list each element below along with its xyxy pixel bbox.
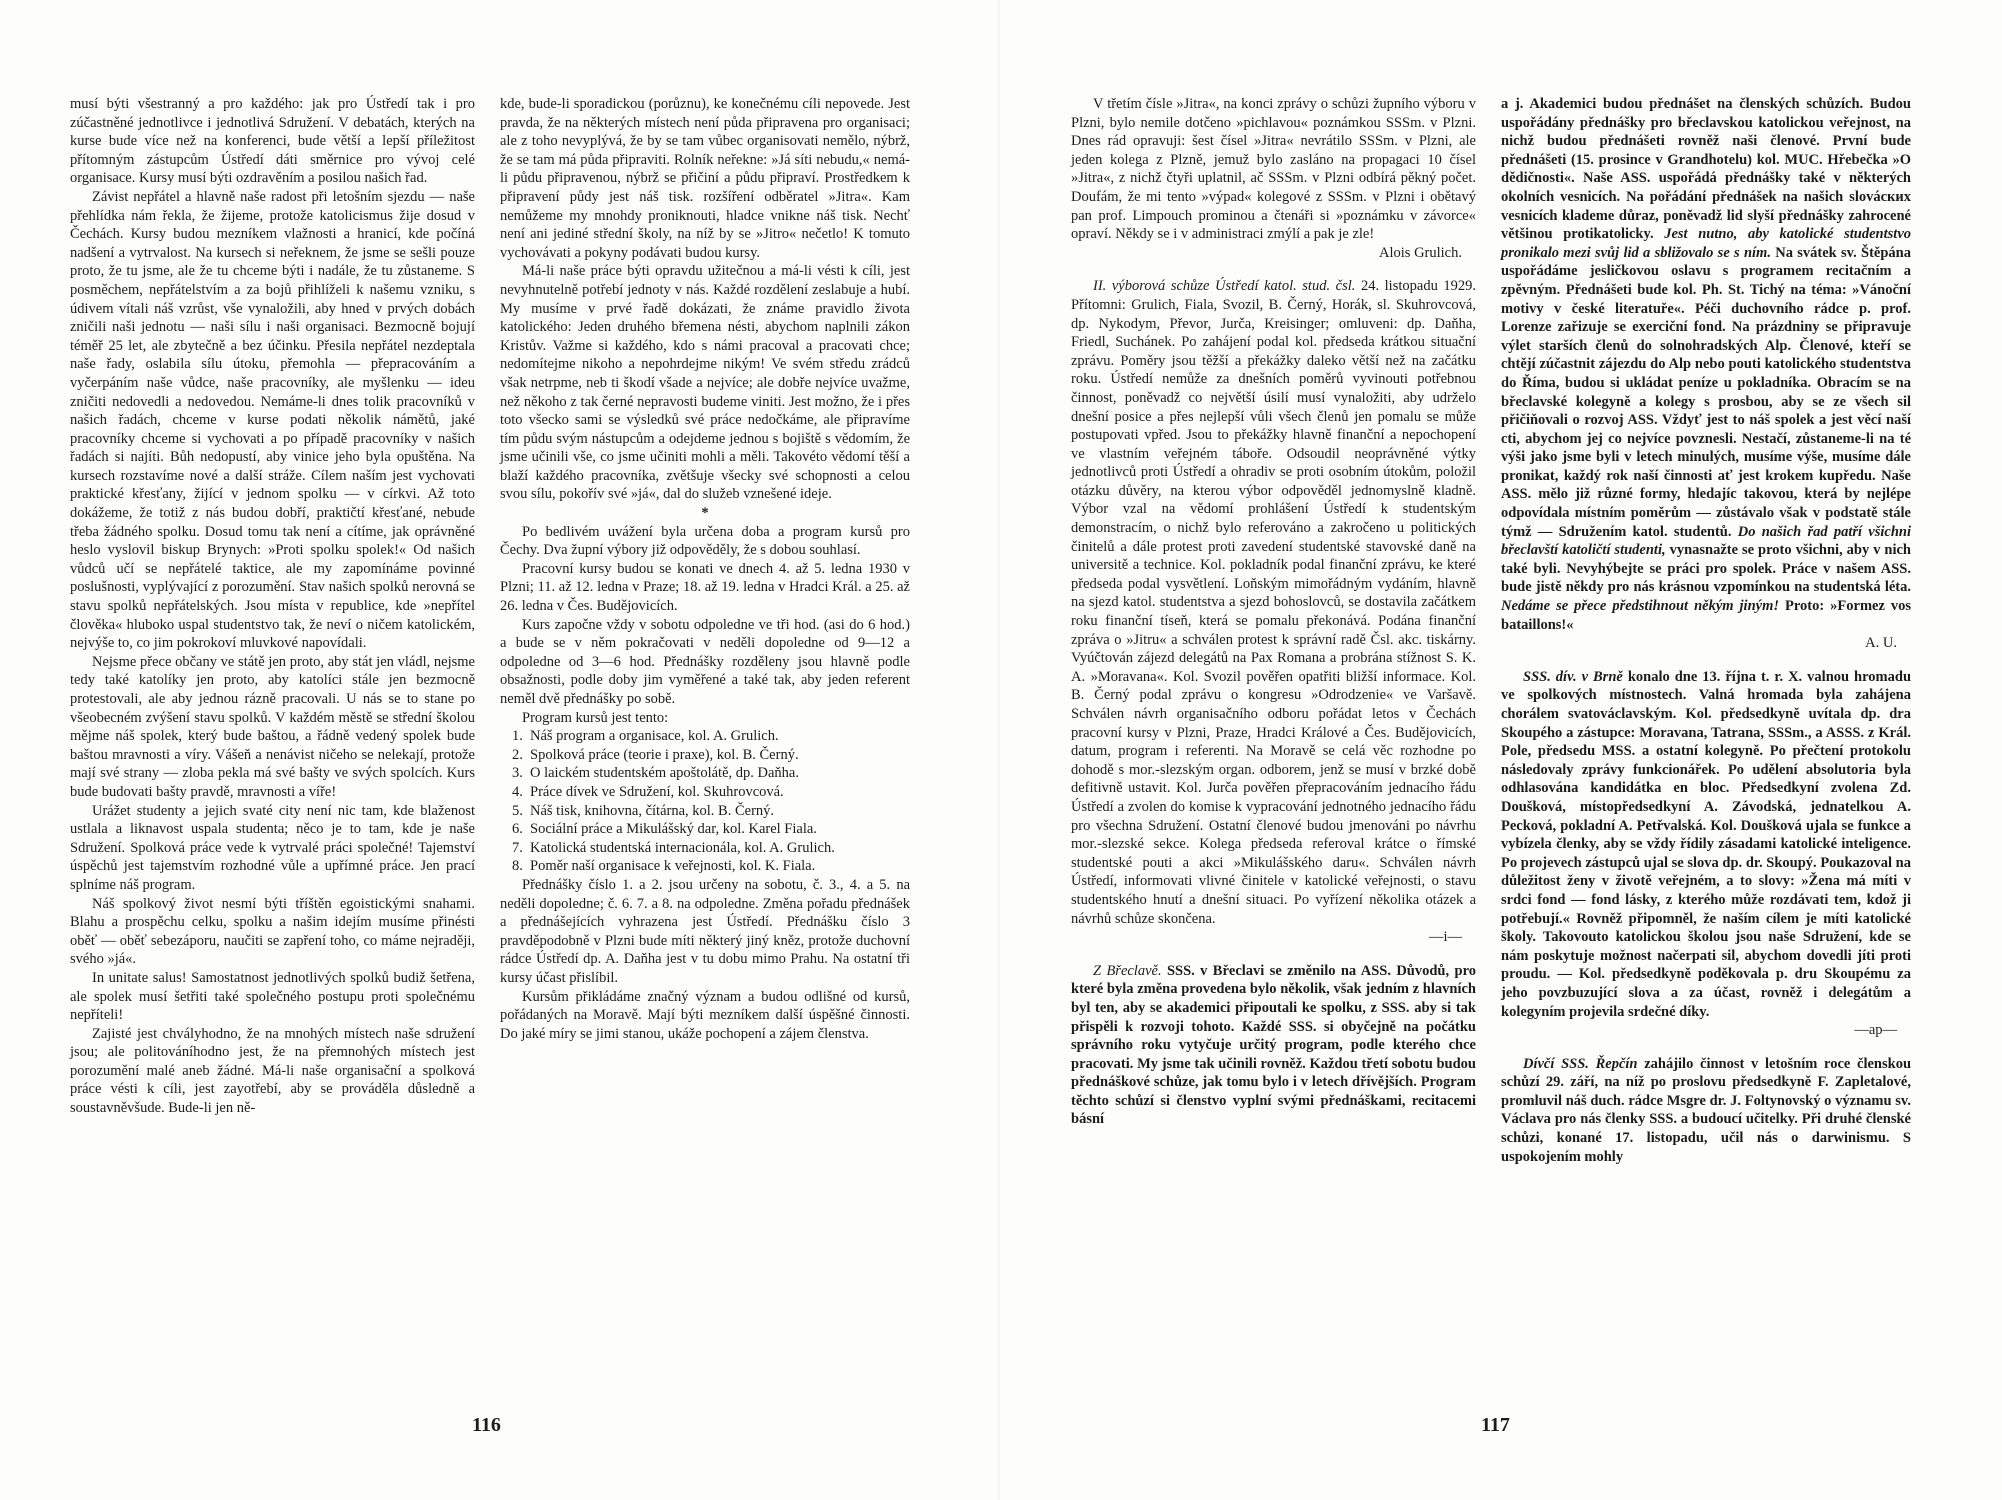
- list-number: 3.: [512, 765, 523, 782]
- list-number: 2.: [512, 746, 523, 763]
- signature: —i—: [1428, 929, 1462, 946]
- paragraph: Náš spolkový život nesmí býti tříštěn egoistickými snahami. Blahu a prospěchu celku, spolku a našim idejím musíme přinésti oběť — oběť sebezáporu, naučiti se zapření toho, co máme nejraději, svého »já«.: [70, 895, 475, 968]
- list-number: 5.: [512, 802, 523, 819]
- section-title: Z Břeclavě.: [1093, 962, 1162, 979]
- paragraph: V třetím čísle »Jitra«, na konci zprávy o schůzi župního výboru v Plzni, bylo nemile dotčeno »pichlavou« poznámkou SSSm. v Plzni. Dnes rád opravuji: šest čísel »Jitra« nevrátilo SSSm. v Plzni, ale jeden kolega z Plzně, jemuž bylo zasláno na propagaci 10 čísel »Jitra«, z nichž čtyři uplatnil, ač SSSm. v Plzni odbírá pěkný počet. Doufám, že mi tento »výpad« kolegové z SSSm. v Plzni i obětavý pan prof. Limpouch prominou a čtenáři si »poznámku v závorce« opraví. Někdy se i v administraci zmýlí a pak je zle!: [1071, 96, 1476, 243]
- section-body: a j. Akademici budou přednášet na členských schůzích. Budou uspořádány přednášky pro břeclavskou katolickou veřejnost, na nichž budou přednášeti rovněž naši členové. První bude přednášeti (15. prosince v Grandhotelu) kol. MUC. Hřebečka »O dědičnosti«. Naše ASS. uspořádá přednášky také v některých okolních vesnicích. Na pořádání přednášek na našich slovácких vesnicích klademe důraz, poněvadž lid slyší přednášky zahrocené většinou protikatolicky.: [1501, 96, 1911, 243]
- section-title: II. výborová schůze Ústředí katol. stud. čsl.: [1093, 278, 1356, 295]
- list-text: Poměr naší organisace k veřejnosti, kol. K. Fiala.: [530, 858, 816, 875]
- page-117: [1001, 0, 2002, 1500]
- emphasis: Jest nutno, aby katolické studentstvo pronikalo mezi svůj lid a sbližovalo se s ním.: [1501, 226, 1911, 261]
- list-item: [512, 802, 910, 821]
- page-number: 117: [1481, 1414, 1510, 1436]
- paragraph: musí býti všestranný a pro každého: jak pro Ústředí tak i pro zúčastněné jednotlivce i jednotlivá Sdružení. V debatách, kterých na kurse bude více než na konferenci, bude větší a lepší příležitost přítomným zástupcům Ústředí dáti směrnice pro vývoj celé organisace. Kursy musí býti ozdravěním a posilou našich řad.: [70, 96, 475, 187]
- section-body: konalo dne 13. října t. r. X. valnou hromadu ve spolkových místnostech. Valná hromada byla zahájena chorálem svatováclavským. Kol. předsedkyně uvítala dp. dra Skoupého a zástupce: Moravana, Tatrana, SSSm., a ASSS. z Král. Pole, předsedu MSS. a ostatní kolegyně. Po přečtení protokolu následovaly zprávy funkcionářek. Po udělení absolutoria byla odhlasována kandidátka en bloc. Předsedkyní zvolena Zd. Doušková, místopředsedkyní A. Závodská, jednatelkou A. Pecková, pokladní A. Petřvalská. Kol. Doušková ujala se funkce a vybízela členky, aby se vždy řídily zásadami katolické inteligence. Po projevech zástupců ujal se slova dp. dr. Skoupý. Poukazoval na důležitost ženy v životě veřejném, a to slovy: »Žena má míti v srdci fond — fond lásky, z kterého může rozdávati tem, kdož ji potřebují.« Rovněž připomněl, že naším cílem je míti katolické školy. Takovouto katolickou školou jsou naše Sdružení, kde se nám poskytuje možnost načerpati sil, abychom dovedli jíti proti proudu. — Kol. předsedkyně poděkovala p. dru Skoupému za jeho povzbuzující slova a za účast, rovněž i delegátům a kolegyním projevila srdečné díky.: [1501, 668, 1912, 1020]
- section-body: Na svátek sv. Štěpána uspořádáme jesličkovou oslavu s programem recitačním a zpěvným. Přednášeti bude kol. Ph. St. Tichý na téma: »Vánoční motivy v české literatuře«. Péči duchovního rádce p. prof. Lorenze zařizuje se exerciční fond. Na prázdniny se připravuje výlet starších členů do solnohradských Alp. Členové, kteří se chtějí zúčastnit zájezdu do Alp nebo pouti katolického studentstva do Říma, budou si ukládat peníze u pokladníka. Obracím se na břeclavské kolegyně a kolegy s prosbou, aby se ze všech sil přičiňovali o rozvoj ASS. Vždyť jest to náš spolek a jest věcí naší cti, abychom jej co nejvíce povznesli. Nestačí, zůstaneme-li na té výši jako jsme byli v letech minulých, musíme výše, musíme dále pronikat, každý rok naší činnosti ať jest krokem kupředu. Naše ASS. mělo již různé formy, hledajíc takovou, která by nejlépe odpovídala místním poměrům — zůstávalo však v podstatě stále týmž — Sdružením katol. studentů.: [1501, 244, 1912, 540]
- list-text: Náš program a organisace, kol. A. Grulich.: [530, 728, 779, 745]
- list-text: Spolková práce (teorie i praxe), kol. B. Černý.: [530, 746, 799, 763]
- section-separator: *: [701, 505, 709, 522]
- paragraph: Po bedlivém uvážení byla určena doba a program kursů pro Čechy. Dva župní výbory již odpověděly, že s dobou souhlasí.: [500, 523, 910, 559]
- list-item: [512, 746, 910, 765]
- list-number: 7.: [512, 839, 523, 856]
- page-number: 116: [472, 1414, 501, 1436]
- left-column-2: [500, 95, 910, 1043]
- list-item: [512, 857, 910, 876]
- emphasis: Nedáme se přece předstihnout někým jiným!: [1501, 598, 1779, 615]
- list-item: [512, 727, 910, 746]
- section-body: zahájilo činnost v letošním roce členskou schůzí 29. září, na níž po proslovu předsedkyně F. Zapletalové, promluvil náš duch. rádce Msgre dr. J. Foltynovský o významu sv. Václava pro nás členky SSS. a budoucí učitelky. Při druhé členské schůzi, konané 17. listopadu, učil nás o darwinismu. S uspokojením mohly: [1501, 1055, 1912, 1165]
- section-paragraph: [1071, 277, 1476, 928]
- list-item: [512, 783, 910, 802]
- section-paragraph: [1501, 1055, 1911, 1167]
- list-item: [512, 839, 910, 858]
- signature: Alois Grulich.: [1379, 244, 1462, 261]
- list-text: Sociální práce a Mikulášský dar, kol. Karel Fiala.: [530, 821, 817, 838]
- paragraph: Urážet studenty a jejich svaté city není nic tam, kde blaženost ustlala a liknavost uspala studenta; něco je to tam, kde je naše Sdružení. Spolková práce vede k vytrvalé práci společné! Tajemství úspěchů jest tajemstvím rozhodné vůle a upřímné práce. Jen prací splníme náš program.: [70, 802, 475, 893]
- paragraph: Program kursů jest tento:: [522, 709, 669, 726]
- section-body: SSS. v Břeclavi se změnilo na ASS. Důvodů, pro které byla změna provedena bylo několik, však jedním z hlavních byl ten, aby se akademici připoutali ke spolku, z SSS. aby si tak přispěli k rozvoji tohoto. Každé SSS. si obyčejně na počátku správního roku vytyčuje určitý program, podle kterého chce pracovati. My jsme tak učinili rovněž. Každou třetí sobotu budou přednáškové schůze, jak tomu bylo i v letech dřívějších. Program těchto schůzí si členstvo vyplní svými přednáškami, recitacemi básní: [1071, 962, 1476, 1128]
- section-title: SSS. dív. v Brně: [1523, 668, 1623, 685]
- list-number: 8.: [512, 858, 523, 875]
- paragraph: Kursům přikládáme značný význam a budou odlišné od kursů, pořádaných na Moravě. Mají býti mezníkem další úspěšné činnosti. Do jaké míry se jimi stanou, ukáže pochopení a zájem členstva.: [500, 988, 910, 1042]
- section-paragraph: [1501, 668, 1911, 1021]
- list-item: [512, 820, 910, 839]
- list-number: 1.: [512, 728, 523, 745]
- signature: A. U.: [1865, 635, 1897, 652]
- section-paragraph: [1071, 962, 1476, 1129]
- paragraph: Přednášky číslo 1. a 2. jsou určeny na sobotu, č. 3., 4. a 5. na neděli dopoledne; č. 6. 7. a 8. na odpoledne. Změna pořadu přednášek a přednášejících vyhrazena jest Ústředí. Přednášku číslo 3 pravděpodobně v Plzni bude míti některý jiný kněz, protože duchovní rádce Ústředí dp. A. Daňha jest v tu dobu mimo Prahu. Na ostatní tři kursy účast přislíbil.: [500, 876, 910, 986]
- paragraph: Nejsme přece občany ve státě jen proto, aby stát jen vládl, nejsme tedy také katolíky jen proto, aby katolíci stále jen bezmocně protestovali, ale aby jednou rázně pracovali. U nás se to stane po všeobecném zvýšení stavu spolků. V každém městě se střední školou mějme náš spolek, který bude baštou, a řádně vedený spolek bude baštou mravnosti a víry. Vášeň a nenávist ničeho se nelekají, protože mají své strany — zloba pekla má své bašty ve svých spolcích. Kurs bude budovati bašty pravdě, mravnosti a víře!: [70, 653, 475, 800]
- paragraph: Zajisté jest chvályhodno, že na mnohých místech naše sdružení jsou; ale politováníhodno jest, že na přemnohých místech jest porozumění malé aneb žádné. Má-li naše organisační a spolková práce vésti k cíli, jest zayotřebí, aby se prováděla důsledně a soustavněvšude. Bude-li jen ně-: [70, 1025, 475, 1117]
- list-text: O laickém studentském apoštolátě, dp. Daňha.: [530, 765, 799, 782]
- paragraph: Pracovní kursy budou se konati ve dnech 4. až 5. ledna 1930 v Plzni; 11. až 12. ledna v Praze; 18. až 19. ledna v Hradci Král. a 25. až 26. ledna v Čes. Budějovicích.: [500, 560, 910, 615]
- list-text: Katolická studentská internacionála, kol. A. Grulich.: [530, 839, 835, 856]
- section-body: 24. listopadu 1929. Přítomni: Grulich, Fiala, Svozil, B. Černý, Horák, sl. Skuhrovcová, dp. Nykodym, Převor, Jurča, Kreisinger; omluveni: dp. Daňha, Friedl, Suchánek. Po zahájení podal kol. předseda krátkou situační zprávu. Poměry jsou těžší a překážky daleko větší než na začátku roku. Ústředí nemůže za dnešních poměrů vyvinouti potřebnou činnost, poněvadž co největší úsilí musí vynaložiti, aby udrželo dnešní posice a přes nejlepší vůli všech členů jen pomalu se může postupovati vpřed. Jsou to překážky hlavně finanční a nepochopení ve vlastním veřejném táboře. Odsoudil neoprávněné výtky jednotlivců proti Ústředí a ohradiv se proti osobním útokům, položil otázku důvěry, na kterou výbor odpověděl jednomyslně kladně. Výbor vzal na vědomí prohlášení Ústředí k studentským demonstracím, o nichž bylo referováno a zakročeno u politických činitelů a dále protest proti zavedení studentské stavovské daně na universitě a technice. Kol. pokladník podal finanční zprávu, ke které předseda podal vysvětlení. Loňským mimořádným vydáním, hlavně na sjezd katol. studentstva a sjezd bohoslovců, se dostavila začátkem roku finanční tíseň, která se pomalu překonává. Podána finanční zpráva o »Jitru« a schválen protest k správní radě Čsl. akc. tiskárny. Vyúčtován zájezd delegátů na Pax Romana a probrána stížnost S. K. A. »Moravana«. Kol. Svozil pověřen opatřiti bližší informace. Kol. B. Černý podal zprávu o kongresu »Odrodzenie« ve Varšavě. Schválen návrh organisačního odboru pořádat letos v Čechách pracovní kursy v Plzni, Praze, Hradci Králové a Čes. Budějovicích, datum, program i referenti. Na Moravě se celá věc rozhodne po dohodě s mor.-slezským organ. odborem, jenž se musí v brzké době defitivně ustavit. Kol. Jurča pověřen přepracováním jednacího řádu Ústředí a zvolen do komise k vypracování jednotného jednacího řádu pro všechna Sdružení. Ostatní členové budou jmenováni po návrhu mor.-slezské sekce. Kolega předseda referoval krátce o římské studentské pouti a akci »Mikulášského daru«. Schválen návrh Ústředí, informovati vlivné činitele v katolické veřejnosti, o stavu studentského hnutí a dnešní situaci. Po vyřízení několika otázek a návrhů schůze skončena.: [1071, 278, 1477, 927]
- list-text: Náš tisk, knihovna, čítárna, kol. B. Černý.: [530, 802, 775, 819]
- left-column-1: [70, 95, 475, 1118]
- section-title: Dívčí SSS. Řepčín: [1523, 1055, 1638, 1072]
- right-column-1: [1071, 95, 1476, 1129]
- list-item: [512, 764, 910, 783]
- section-body: vynasnažte se proto všichni, aby v nich také byli. Nevyhýbejte se práci pro spolek. Práce v našem ASS. bude jistě někdy pro nás krásnou vzpomínkou na studentská léta.: [1501, 542, 1912, 596]
- paragraph: kde, bude-li sporadickou (porůznu), ke konečnému cíli nepovede. Jest pravda, že na některých místech není půda připravena pro organisaci; ale z toho nevyplývá, že by se tam vůbec organisovati nemělo, nýbrž, že se tam má půda připraviti. Rolník neřekne: »Já síti nebudu,« nemá-li půdu připravenou, nýbrž se přičiní a půdu připraví. Prostředkem k připravení půdy jest náš tisk. rozšíření odběratel »Jitra«. Kam nemůžeme my mnohdy proniknouti, hladce vnikne náš tisk. Nechť není ani jediné střední školy, na níž by se »Jitro« nečetlo! K tomuto vychovávati a pokyny podávati budou kursy.: [500, 96, 910, 261]
- signature: —ap—: [1854, 1022, 1897, 1039]
- course-program-list: [500, 727, 910, 876]
- paragraph: Kurs započne vždy v sobotu odpoledne ve tři hod. (asi do 6 hod.) a bude se v něm pokračovati v neděli dopoledne od 9—12 a odpoledne od 3—6 hod. Přednášky rozděleny jsou hlavně podle obsažnosti, podle doby jim vyměřené a také tak, aby jeden referent neměl dvě přednášky po sobě.: [500, 616, 910, 707]
- paragraph: Má-li naše práce býti opravdu užitečnou a má-li vésti k cíli, jest nevyhnutelně potřebí jednoty v nás. Každé rozdělení zeslabuje a hubí. My musíme v prvé řadě dokázati, že známe pravidlo života katolického: Jeden druhého břemena nésti, abychom naplnili zákon Kristův. Važme si každého, kdo s námi pracoval a pracovati chce; nedomítejme nikoho a nepohrdejme nikým! Ve svém středu zrádců však netrpme, neb ti škodí všade a nejvíce; ale dobře nejvíce uvažme, než někoho z tak černé nepravosti budeme viniti. Jest možno, že i přes toto všecko sami se výsledků své práce nedočkáme, ale připravíme tím půdu svým nástupcům a odejdeme jednou s bojiště s vědomím, že jsme učinili vše, co jsme učiniti mohli a měli. Takovéto vědomí těší a blaží každého pracovníka, zvětšuje všecky své schopnosti a celou svou sílu, pokořív své »já«, dal do služeb vznešené ideje.: [500, 263, 910, 503]
- section-paragraph: [1501, 95, 1911, 634]
- paragraph: Závist nepřátel a hlavně naše radost při letošním sjezdu — naše přehlídka nám řekla, že žijeme, protože katolicismus žije dosud v Čechách. Kursy budou mezníkem vlažnosti a hranicí, kde počíná nadšení a vytrvalost. Na kursech si neřeknem, že jsme se sešli pouze proto, že tu jsme, ale že tu chceme býti i nadále, že tu zůstaneme. S posměchem, nepřátelstvím a za bojů přihlíželi k našemu vzniku, s údivem vítali náš vzrůst, vše vynaložili, aby hned v prvých dobách zničili naši jednotu — naši sílu i naši organisaci. Bezmocně bojují téměř 25 let, ale zbytečně a bez účinku. Přesila nepřátel nezdeptala naše řady, oslabila sílu útoku, přemohla — přepracováním a vyčerpáním naše vůdce, naše pracovníky, ale myšlenku — ideu zničiti nedovedli a nedovedou. Nemáme-li dnes tolik pracovníků v našich řadách, chceme v kurse podati několik námětů, jaké pracovníky chceme si vychovati a po případě pracovníky v našich řadách si najíti. Bůh nedopustí, aby vinice jeho byla opuštěna. Na kursech rozstavíme nové a další stráže. Cílem naším jest vychovati praktické křesťany, žijící v jednom spolku — v církvi. Až toto dokážeme, že totiž z nás budou dobří, praktičtí křesťané, nebude třeba žádného spolku. Dosud tomu tak není a cítíme, jak oprávněné heslo vyslovil biskup Brynych: »Proti spolku spolek!« Od našich vůdců učí se nepřátelé taktice, ale my zapomínáme povinné poslušnosti, vyplývající z porozumění. Stav našich spolků nerovná se stavu spolků nepřátelských. Jsou místa v republice, kde »nepřítel člověka« hluboko uspal studentstvo tak, že neví o ničem katolickém, nejvýše to, co jim pokrokoví mluvkové napovídali.: [70, 188, 475, 652]
- paragraph: In unitate salus! Samostatnost jednotlivých spolků budiž šetřena, ale spolek musí šetřiti také společného postupu proti společnému nepříteli!: [70, 969, 475, 1024]
- list-number: 6.: [512, 821, 523, 838]
- list-number: 4.: [512, 783, 523, 800]
- list-text: Práce dívek ve Sdružení, kol. Skuhrovcová.: [530, 783, 784, 800]
- section-body: Proto: »Formez vos bataillons!«: [1501, 598, 1912, 633]
- right-column-2: [1501, 95, 1911, 1166]
- emphasis: Do našich řad patří všichni břeclavští katoličtí studenti,: [1501, 523, 1912, 559]
